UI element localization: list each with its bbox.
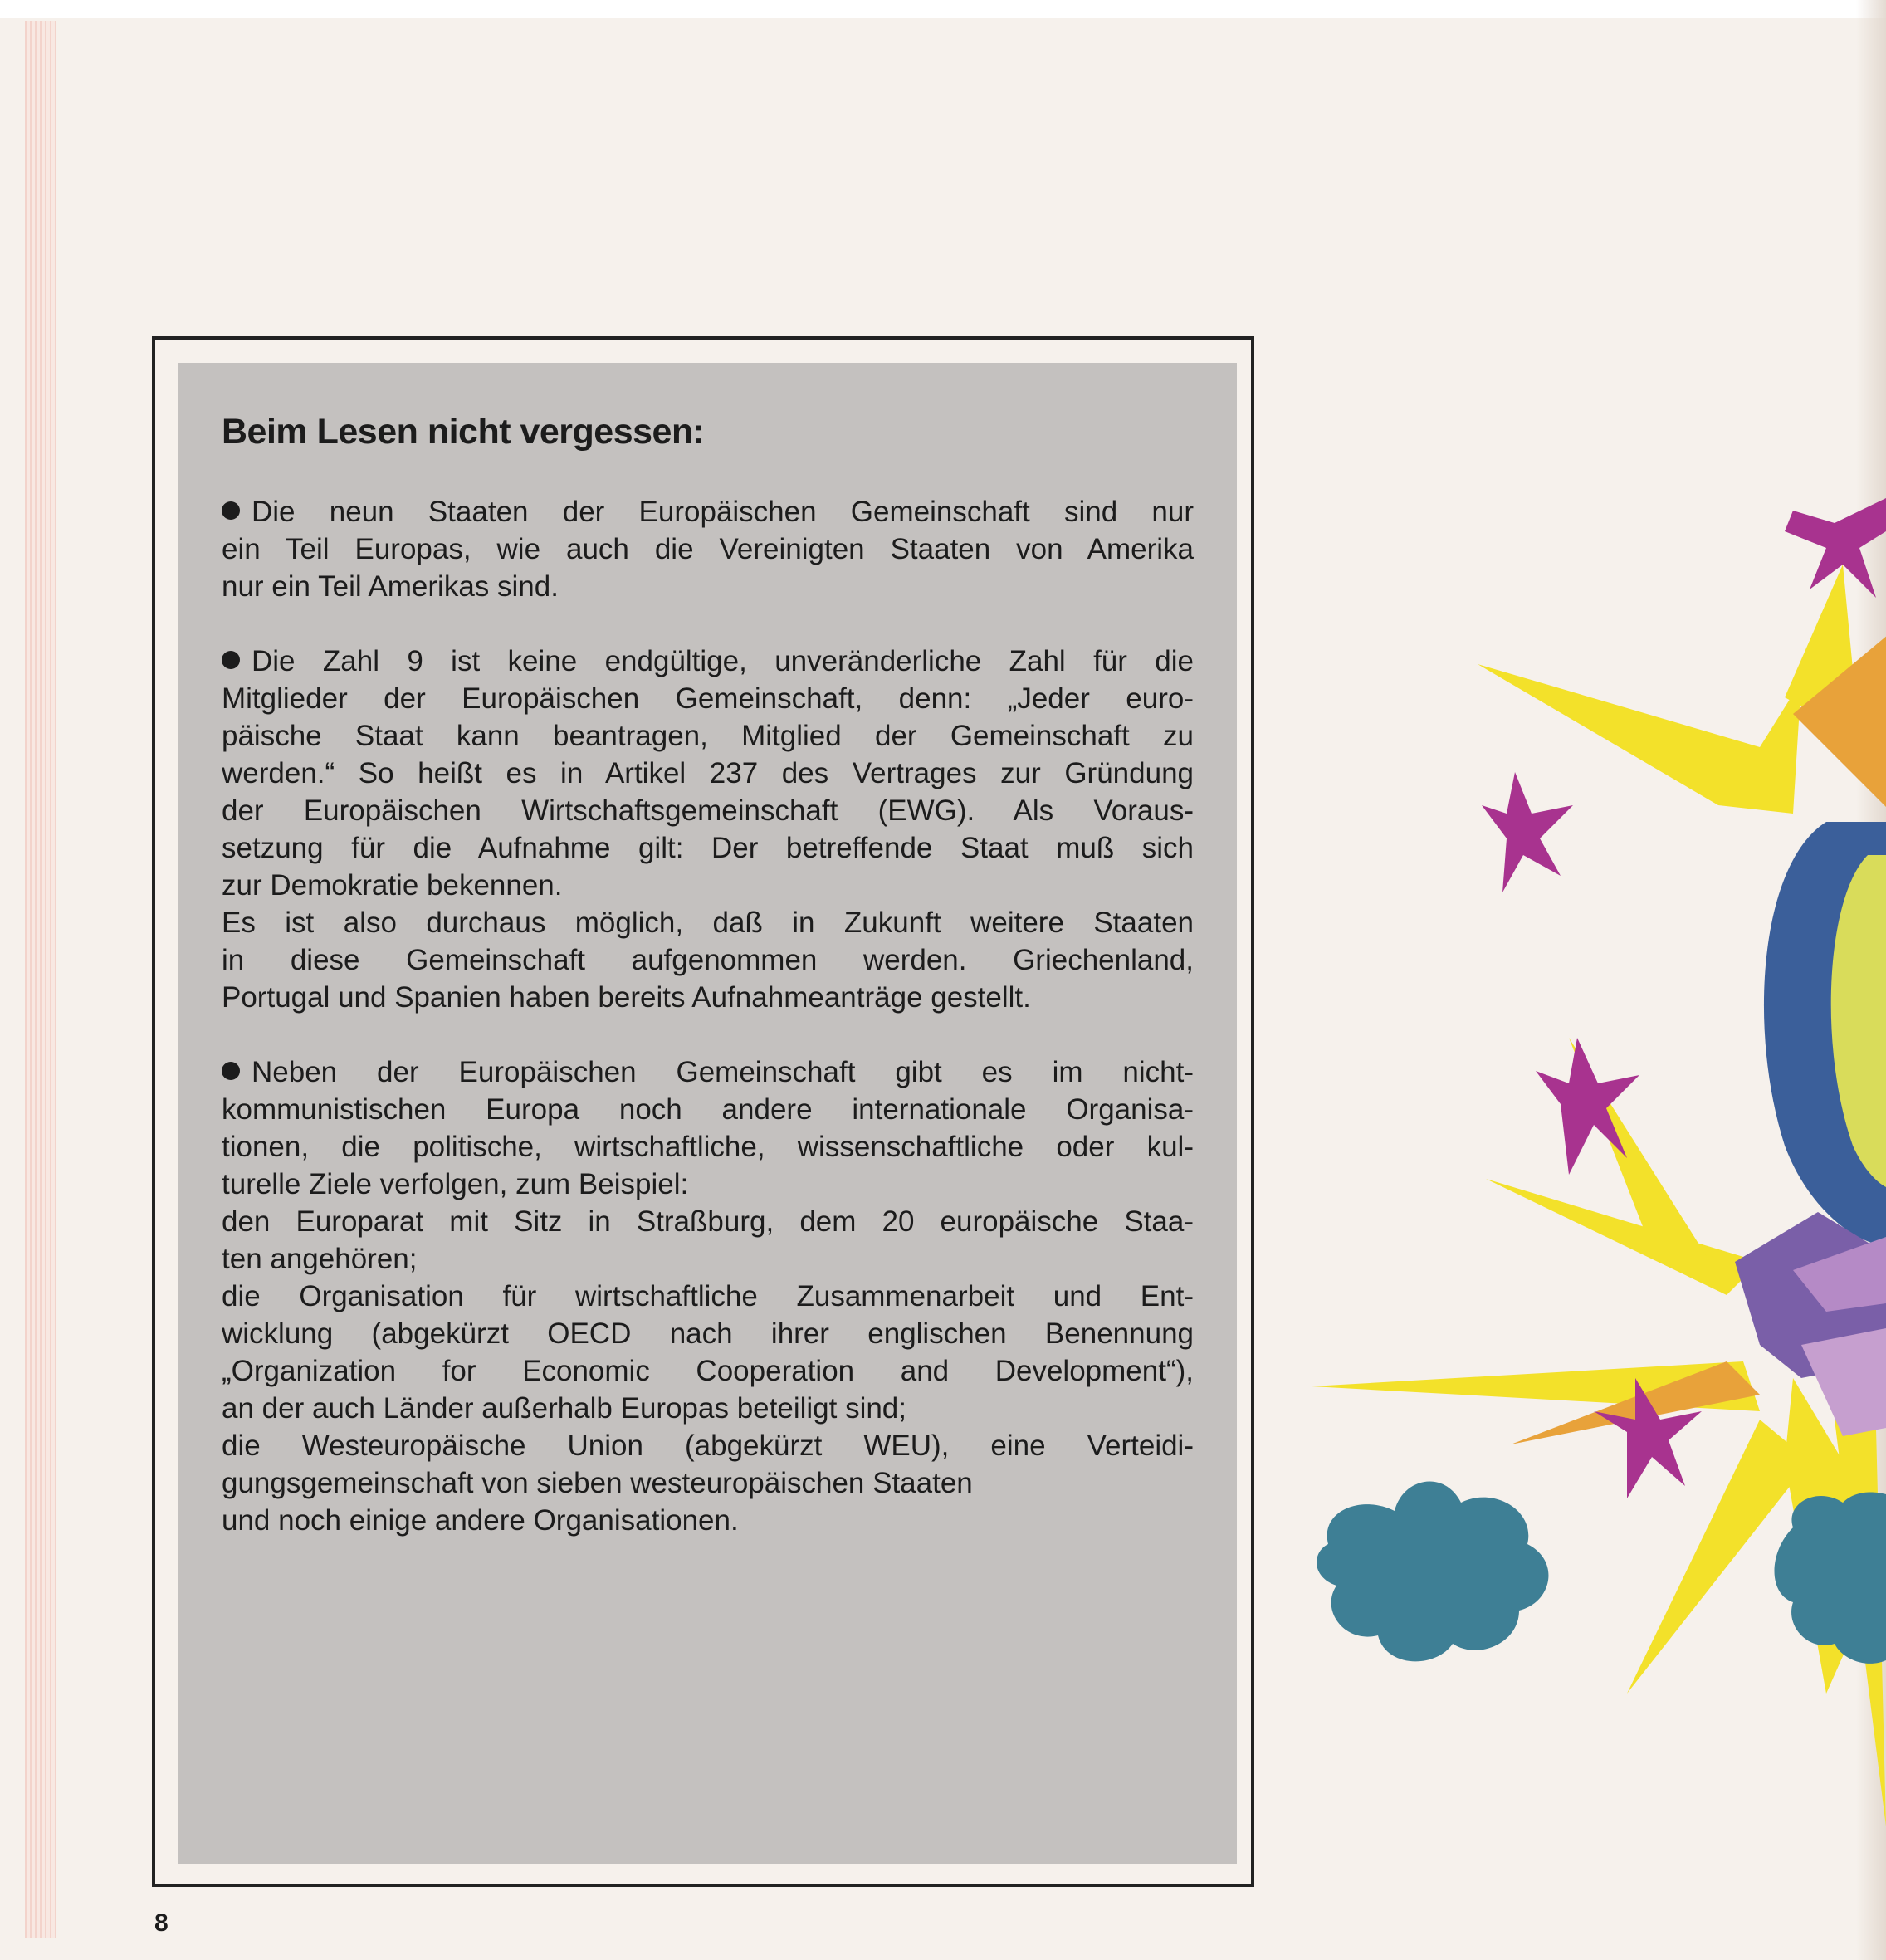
text-line: Die Zahl 9 ist keine endgültige, unveränderliche Zahl für die <box>222 643 1194 680</box>
text-line: ein Teil Europas, wie auch die Vereinigten Staaten von Amerika <box>222 533 1194 566</box>
bullet-paragraph-3 <box>222 1053 1194 1539</box>
yellow-ray-icon <box>1486 1179 1760 1295</box>
bullet-icon <box>222 501 240 520</box>
bullet-paragraph-1 <box>222 493 1194 605</box>
text-line: wicklung (abgekürzt OECD nach ihrer englischen Benennung <box>222 1317 1194 1351</box>
text-line: tionen, die politische, wirtschaftliche, wissenschaftliche oder kul- <box>222 1131 1194 1164</box>
bullet-icon <box>222 1062 240 1080</box>
text-line: Es ist also durchaus möglich, daß in Zukunft weitere Staaten <box>222 907 1194 940</box>
bullet-icon <box>222 651 240 669</box>
text-line: und noch einige andere Organisationen. <box>222 1504 739 1537</box>
text-line: die Westeuropäische Union (abgekürzt WEU), eine Verteidi- <box>222 1430 1194 1463</box>
text-line: setzung für die Aufnahme gilt: Der betreffende Staat muß sich <box>222 832 1194 865</box>
text-line: kommunistischen Europa noch andere internationale Organisa- <box>222 1093 1194 1127</box>
text-line: nur ein Teil Amerikas sind. <box>222 570 559 604</box>
text-line: zur Demokratie bekennen. <box>222 869 563 902</box>
yellow-ray-icon <box>1478 664 1801 814</box>
text-line: in diese Gemeinschaft aufgenommen werden. Griechenland, <box>222 944 1194 977</box>
text-line: an der auch Länder außerhalb Europas beteiligt sind; <box>222 1392 906 1425</box>
text-line: ten angehören; <box>222 1243 418 1276</box>
text-line: die Organisation für wirtschaftliche Zusammenarbeit und Ent- <box>222 1280 1194 1313</box>
text-line: päische Staat kann beantragen, Mitglied der Gemeinschaft zu <box>222 720 1194 753</box>
magenta-star-icon <box>1482 772 1573 892</box>
text-line: gungsgemeinschaft von sieben westeuropäischen Staaten <box>222 1467 973 1500</box>
page-stack-edge <box>25 21 56 1938</box>
info-box-panel <box>178 363 1237 1864</box>
text-line: werden.“ So heißt es in Artikel 237 des Vertrages zur Gründung <box>222 757 1194 790</box>
text-line: Die neun Staaten der Europäischen Gemeinschaft sind nur <box>222 493 1194 530</box>
page-top-edge <box>0 0 1886 18</box>
text-line: der Europäischen Wirtschaftsgemeinschaft (EWG). Als Voraus- <box>222 794 1194 828</box>
text-line: den Europarat mit Sitz in Straßburg, dem 20 europäische Staa- <box>222 1205 1194 1239</box>
bullet-paragraph-2 <box>222 643 1194 1016</box>
blue-cloud-icon <box>1775 1493 1886 1664</box>
info-box <box>152 336 1254 1887</box>
magenta-star-icon <box>1536 1038 1639 1175</box>
star-burst-illustration <box>1295 465 1886 1826</box>
blue-cloud-icon <box>1317 1482 1548 1662</box>
text-line: Mitglieder der Europäischen Gemeinschaft, denn: „Jeder euro- <box>222 682 1194 716</box>
text-line: turelle Ziele verfolgen, zum Beispiel: <box>222 1168 689 1201</box>
text-line: Neben der Europäischen Gemeinschaft gibt es im nicht- <box>222 1053 1194 1091</box>
text-line: „Organization for Economic Cooperation and Development“), <box>222 1355 1194 1388</box>
text-line: Portugal und Spanien haben bereits Aufnahmeanträge gestellt. <box>222 981 1031 1014</box>
page-number: 8 <box>154 1909 169 1937</box>
box-heading: Beim Lesen nicht vergessen: <box>222 412 705 452</box>
